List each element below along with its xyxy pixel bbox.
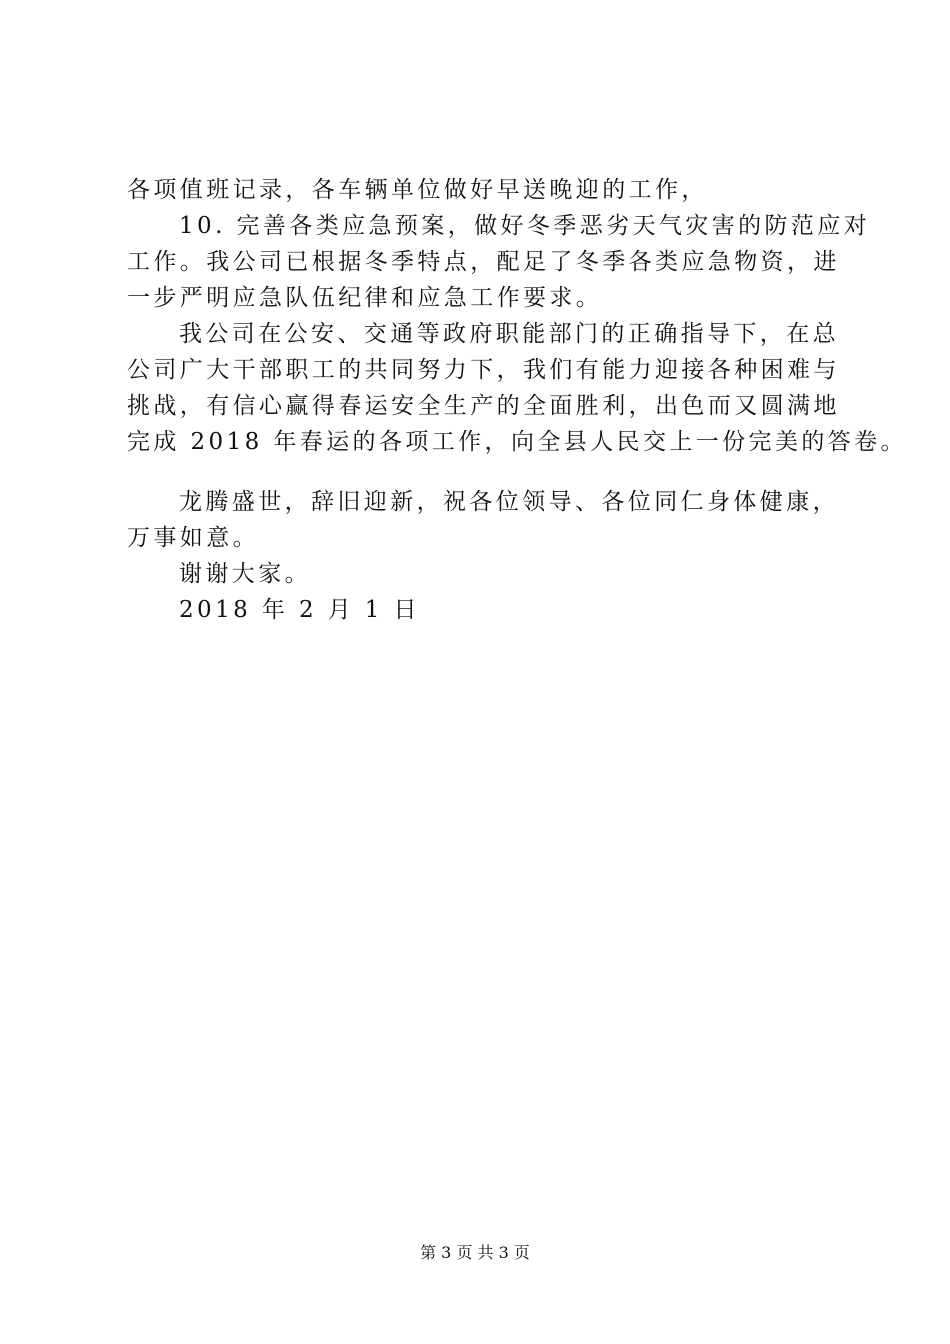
text-line-12: 2018 年 2 月 1 日 <box>179 597 420 623</box>
text-line-5: 我公司在公安、交通等政府职能部门的正确指导下，在总 <box>179 321 839 347</box>
text-line-6: 公司广大干部职工的共同努力下，我们有能力迎接各种困难与 <box>127 357 840 383</box>
text-line-4: 一步严明应急队伍纪律和应急工作要求。 <box>127 285 603 311</box>
page-footer: 第 3 页 共 3 页 <box>420 1243 530 1262</box>
text-line-2: 10. 完善各类应急预案，做好冬季恶劣天气灾害的防范应对 <box>179 213 871 239</box>
text-line-11: 谢谢大家。 <box>179 561 311 587</box>
text-line-10: 万事如意。 <box>127 525 259 551</box>
text-line-1: 各项值班记录，各车辆单位做好早送晚迎的工作， <box>127 177 708 203</box>
text-line-8: 完成 2018 年春运的各项工作，向全县人民交上一份完美的答卷。 <box>127 429 907 455</box>
text-line-7: 挑战，有信心赢得春运安全生产的全面胜利，出色而又圆满地 <box>127 393 840 419</box>
text-line-9: 龙腾盛世，辞旧迎新，祝各位领导、各位同仁身体健康， <box>179 489 839 515</box>
text-line-3: 工作。我公司已根据冬季特点，配足了冬季各类应急物资，进 <box>127 249 840 275</box>
